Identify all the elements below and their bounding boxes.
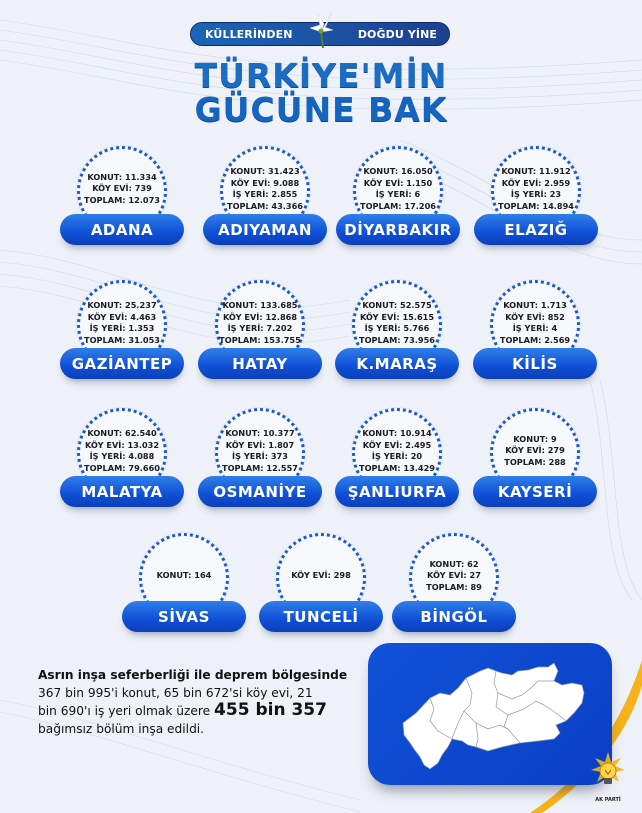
- banner-right-text: DOĞDU YİNE: [357, 27, 437, 41]
- summary-line-4: bağımsız bölüm inşa edildi.: [38, 721, 205, 736]
- city-card-diyarbakir: [336, 146, 460, 258]
- stat-line: KONUT: 10.914: [362, 428, 432, 438]
- stat-line: KÖY EVİ: 1.150: [363, 177, 433, 188]
- stat-line: TOPLAM: 79.660: [84, 462, 160, 473]
- summary-line-2: 367 bin 995'i konut, 65 bin 672'si köy evi, 21: [38, 685, 313, 700]
- stat-line: TOPLAM: 13.429: [359, 462, 435, 473]
- city-card-kmaras: [335, 280, 459, 392]
- city-name-pill: ADANA: [60, 214, 184, 245]
- stat-line: TOPLAM: 153.755: [219, 334, 301, 345]
- stat-line: KONUT: 11.912: [501, 166, 571, 176]
- city-card-tunceli: [259, 533, 383, 645]
- summary-line-1: Asrın inşa seferberliği ile deprem bölgesinde: [38, 668, 348, 682]
- stat-line: TOPLAM: 43.366: [227, 200, 303, 211]
- stat-line: KONUT: 52.575: [362, 300, 432, 310]
- city-name-pill: DİYARBAKIR: [336, 214, 460, 245]
- stat-line: KÖY EVİ: 15.615: [359, 311, 435, 322]
- city-card-sanliurfa: [335, 408, 459, 520]
- city-name-pill: ADIYAMAN: [203, 214, 327, 245]
- stat-line: TOPLAM: 288: [504, 456, 566, 467]
- summary-text: [38, 667, 368, 738]
- stat-line: KONUT: 133.685: [222, 300, 298, 310]
- city-name-pill: ELAZIĞ: [474, 214, 598, 245]
- city-name-pill: KAYSERİ: [473, 476, 597, 507]
- city-card-osmaniye: [198, 408, 322, 520]
- stat-line: KONUT: 31.423: [230, 166, 300, 176]
- stat-line: İŞ YERİ: 2.855: [232, 189, 298, 199]
- city-card-adiyaman: [203, 146, 327, 258]
- summary-line-3: [38, 702, 368, 721]
- stat-line: İŞ YERİ: 6: [375, 189, 421, 199]
- title-line-2: GÜCÜNE BAK: [194, 90, 448, 129]
- stat-line: KÖY EVİ: 852: [505, 311, 565, 322]
- stat-line: KÖY EVİ: 27: [427, 570, 481, 581]
- city-name-pill: SİVAS: [122, 601, 246, 632]
- stat-line: İŞ YERİ: 1.353: [89, 323, 155, 333]
- stat-line: KÖY EVİ: 739: [92, 183, 152, 194]
- stat-line: KÖY EVİ: 4.463: [87, 311, 157, 322]
- stat-line: KÖY EVİ: 9.088: [230, 177, 300, 188]
- stat-line: KÖY EVİ: 12.868: [222, 311, 298, 322]
- stat-line: İŞ YERİ: 373: [232, 451, 288, 461]
- stat-line: KÖY EVİ: 2.959: [501, 177, 571, 188]
- stat-line: İŞ YERİ: 20: [371, 451, 423, 461]
- stat-line: KONUT: 164: [156, 570, 212, 581]
- stat-line: KÖY EVİ: 2.495: [362, 439, 432, 450]
- title-line-1: TÜRKİYE'MİN: [194, 56, 448, 95]
- party-logo: [588, 752, 628, 806]
- stat-line: KONUT: 62: [429, 558, 479, 569]
- city-name-pill: HATAY: [198, 348, 322, 379]
- logo-label: AK PARTİ: [595, 797, 621, 803]
- stat-line: KONUT: 16.050: [363, 166, 433, 176]
- stat-line: TOPLAM: 17.206: [360, 200, 436, 211]
- city-name-pill: ŞANLIURFA: [335, 476, 459, 507]
- stat-line: İŞ YERİ: 7.202: [227, 323, 293, 333]
- summary-line-3-text: bin 690'ı iş yeri olmak üzere: [38, 704, 215, 718]
- city-name-pill: MALATYA: [60, 476, 184, 507]
- city-card-hatay: [198, 280, 322, 392]
- city-card-kayseri: [473, 408, 597, 520]
- stat-line: TOPLAM: 12.073: [84, 194, 160, 205]
- stat-line: KONUT: 10.377: [225, 428, 295, 438]
- city-name-pill: OSMANİYE: [198, 476, 322, 507]
- city-card-kilis: [473, 280, 597, 392]
- stat-line: İŞ YERİ: 5.766: [364, 323, 430, 333]
- earthquake-region-map: [368, 643, 612, 785]
- city-name-pill: BİNGÖL: [392, 601, 516, 632]
- city-name-pill: KİLİS: [473, 348, 597, 379]
- banner-left-text: KÜLLERİNDEN: [205, 27, 293, 41]
- city-card-adana: [60, 146, 184, 258]
- city-card-malatya: [60, 408, 184, 520]
- stat-line: TOPLAM: 14.894: [498, 200, 574, 211]
- stat-line: KÖY EVİ: 279: [505, 445, 565, 456]
- region-map-panel: [368, 643, 612, 785]
- city-name-pill: GAZİANTEP: [60, 348, 184, 379]
- stat-line: İŞ YERİ: 4: [512, 323, 558, 333]
- city-card-bingol: [392, 533, 516, 645]
- city-card-elazig: [474, 146, 598, 258]
- flower-icon: [306, 10, 336, 50]
- stat-line: TOPLAM: 2.569: [499, 334, 571, 345]
- stat-line: KONUT: 9: [513, 433, 557, 444]
- lightbulb-icon: [591, 752, 625, 796]
- stat-line: KONUT: 11.334: [87, 171, 157, 182]
- stat-line: KÖY EVİ: 1.807: [225, 439, 295, 450]
- stat-line: KÖY EVİ: 13.032: [84, 439, 160, 450]
- stat-line: TOPLAM: 12.557: [222, 462, 298, 473]
- stat-line: KONUT: 1.713: [503, 300, 567, 310]
- stat-line: İŞ YERİ: 4.088: [89, 451, 155, 461]
- summary-total: 455 bin 357: [214, 700, 327, 720]
- stat-line: İŞ YERİ: 23: [510, 189, 562, 199]
- stat-line: TOPLAM: 31.053: [84, 334, 160, 345]
- city-name-pill: K.MARAŞ: [335, 348, 459, 379]
- stat-line: KONUT: 25.237: [87, 300, 157, 310]
- city-card-sivas: [122, 533, 246, 645]
- city-name-pill: TUNCELİ: [259, 601, 383, 632]
- stat-line: TOPLAM: 73.956: [359, 334, 435, 345]
- stat-line: TOPLAM: 89: [426, 581, 482, 592]
- city-card-gaziantep: [60, 280, 184, 392]
- stat-line: KÖY EVİ: 298: [291, 570, 351, 581]
- stat-line: KONUT: 62.540: [87, 428, 157, 438]
